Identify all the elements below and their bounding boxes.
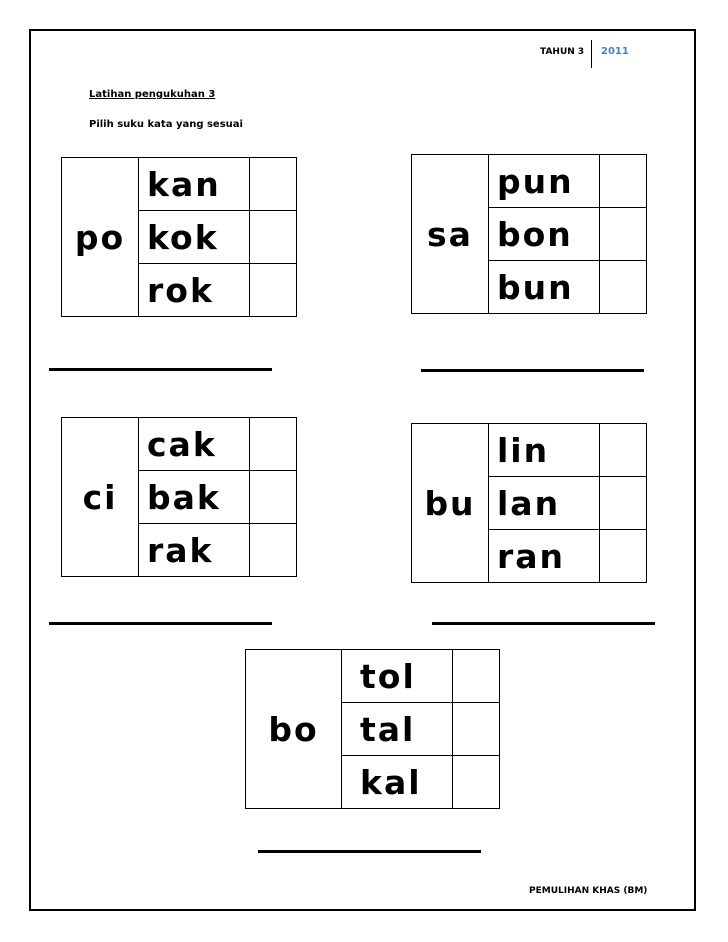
option-syllable: rok — [139, 264, 250, 317]
prefix-cell: sa — [412, 155, 489, 314]
syllable-table-ci — [61, 417, 297, 577]
answer-line[interactable] — [421, 369, 644, 372]
answer-checkbox[interactable] — [600, 261, 647, 314]
answer-checkbox[interactable] — [250, 264, 297, 317]
answer-checkbox[interactable] — [250, 471, 297, 524]
option-syllable: pun — [489, 155, 600, 208]
answer-checkbox[interactable] — [600, 477, 647, 530]
option-syllable: bun — [489, 261, 600, 314]
option-syllable: bak — [139, 471, 250, 524]
instruction-text: Pilih suku kata yang sesuai — [89, 119, 243, 130]
prefix-cell: ci — [62, 418, 139, 577]
option-syllable: tal — [342, 703, 453, 756]
option-syllable: ran — [489, 530, 600, 583]
answer-line[interactable] — [258, 850, 481, 853]
answer-checkbox[interactable] — [600, 208, 647, 261]
answer-line[interactable] — [432, 622, 655, 625]
option-syllable: kan — [139, 158, 250, 211]
option-syllable: tol — [342, 650, 453, 703]
option-syllable: kok — [139, 211, 250, 264]
syllable-table-bo — [245, 649, 500, 809]
year-label: 2011 — [601, 46, 629, 57]
answer-checkbox[interactable] — [250, 211, 297, 264]
option-syllable: rak — [139, 524, 250, 577]
syllable-table-bu — [411, 423, 647, 583]
prefix-cell: bo — [246, 650, 342, 809]
answer-checkbox[interactable] — [250, 524, 297, 577]
syllable-table-sa — [411, 154, 647, 314]
option-syllable: lin — [489, 424, 600, 477]
answer-checkbox[interactable] — [600, 530, 647, 583]
syllable-table-po — [61, 157, 297, 317]
exercise-title: Latihan pengukuhan 3 — [89, 89, 216, 100]
prefix-cell: po — [62, 158, 139, 317]
answer-checkbox[interactable] — [600, 424, 647, 477]
option-syllable: cak — [139, 418, 250, 471]
prefix-cell: bu — [412, 424, 489, 583]
answer-line[interactable] — [49, 622, 272, 625]
option-syllable: kal — [342, 756, 453, 809]
footer-label: PEMULIHAN KHAS (BM) — [529, 886, 648, 896]
grade-label: TAHUN 3 — [540, 47, 585, 57]
answer-checkbox[interactable] — [453, 756, 500, 809]
answer-checkbox[interactable] — [600, 155, 647, 208]
option-syllable: bon — [489, 208, 600, 261]
option-syllable: lan — [489, 477, 600, 530]
answer-checkbox[interactable] — [453, 703, 500, 756]
answer-checkbox[interactable] — [453, 650, 500, 703]
answer-checkbox[interactable] — [250, 418, 297, 471]
header-divider — [591, 40, 592, 68]
answer-line[interactable] — [49, 368, 272, 371]
answer-checkbox[interactable] — [250, 158, 297, 211]
